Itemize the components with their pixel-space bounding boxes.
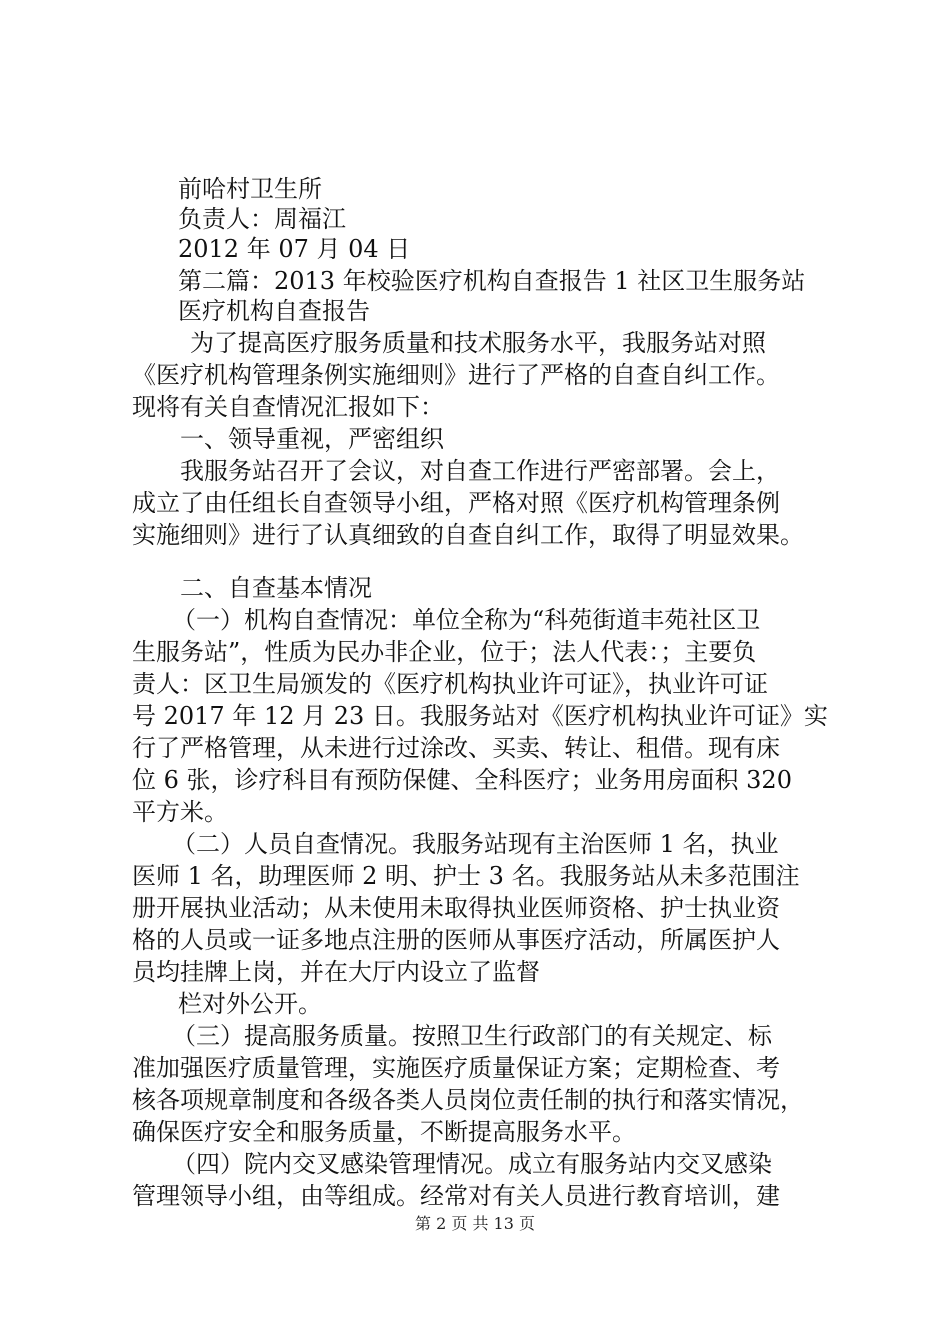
paragraph-line: 生服务站”，性质为民办非企业，位于；法人代表：；主要负 bbox=[132, 638, 757, 666]
date: 2012 年 07 月 04 日 bbox=[178, 235, 411, 263]
paragraph-line: 行了严格管理，从未进行过涂改、买卖、转让、租借。现有床 bbox=[132, 734, 780, 762]
paragraph-line: 实施细则》进行了认真细致的自查自纠工作，取得了明显效果。 bbox=[132, 521, 804, 549]
paragraph-line: （一）机构自查情况：单位全称为“科苑街道丰苑社区卫 bbox=[172, 606, 761, 634]
paragraph-line: 栏对外公开。 bbox=[178, 990, 322, 1018]
paragraph-line: 平方米。 bbox=[132, 798, 228, 826]
paragraph-line: （四）院内交叉感染管理情况。成立有服务站内交叉感染 bbox=[172, 1150, 772, 1178]
paragraph-line: 格的人员或一证多地点注册的医师从事医疗活动，所属医护人 bbox=[132, 926, 780, 954]
paragraph-line: 责人：区卫生局颁发的《医疗机构执业许可证》，执业许可证 bbox=[132, 670, 768, 698]
paragraph-line: 册开展执业活动；从未使用未取得执业医师资格、护士执业资 bbox=[132, 894, 780, 922]
paragraph-line: 现将有关自查情况汇报如下： bbox=[132, 393, 444, 421]
paragraph-line: 核各项规章制度和各级各类人员岗位责任制的执行和落实情况， bbox=[132, 1086, 804, 1114]
responsible-person: 负责人：周福江 bbox=[178, 205, 346, 233]
paragraph-line: 为了提高医疗服务质量和技术服务水平，我服务站对照 bbox=[190, 329, 766, 357]
paragraph-line: 员均挂牌上岗，并在大厅内设立了监督 bbox=[132, 958, 540, 986]
paragraph-line: 号 2017 年 12 月 23 日。我服务站对《医疗机构执业许可证》实 bbox=[132, 702, 828, 730]
paragraph-line: 确保医疗安全和服务质量，不断提高服务水平。 bbox=[132, 1118, 636, 1146]
paragraph-line: 医师 1 名，助理医师 2 明、护士 3 名。我服务站从未多范围注 bbox=[132, 862, 800, 890]
paragraph-line: （三）提高服务质量。按照卫生行政部门的有关规定、标 bbox=[172, 1022, 772, 1050]
paragraph-line: 《医疗机构管理条例实施细则》进行了严格的自查自纠工作。 bbox=[132, 361, 780, 389]
org-name: 前哈村卫生所 bbox=[178, 175, 322, 203]
paragraph-line: 成立了由任组长自查领导小组，严格对照《医疗机构管理条例 bbox=[132, 489, 780, 517]
paragraph-line: 准加强医疗质量管理，实施医疗质量保证方案；定期检查、考 bbox=[132, 1054, 780, 1082]
paragraph-line: 管理领导小组，由等组成。经常对有关人员进行教育培训，建 bbox=[132, 1182, 780, 1210]
page-footer: 第 2 页 共 13 页 bbox=[415, 1214, 535, 1233]
paragraph-line: （二）人员自查情况。我服务站现有主治医师 1 名，执业 bbox=[172, 830, 779, 858]
paragraph-line: 我服务站召开了会议，对自查工作进行严密部署。会上， bbox=[180, 457, 780, 485]
paragraph-line: 位 6 张，诊疗科目有预防保健、全科医疗；业务用房面积 320 bbox=[132, 766, 792, 794]
section-heading: 第二篇：2013 年校验医疗机构自查报告 1 社区卫生服务站 bbox=[178, 267, 806, 295]
section-heading-2: 二、自查基本情况 bbox=[180, 574, 372, 602]
section-heading-1: 一、领导重视，严密组织 bbox=[180, 425, 444, 453]
report-title: 医疗机构自查报告 bbox=[178, 297, 370, 325]
